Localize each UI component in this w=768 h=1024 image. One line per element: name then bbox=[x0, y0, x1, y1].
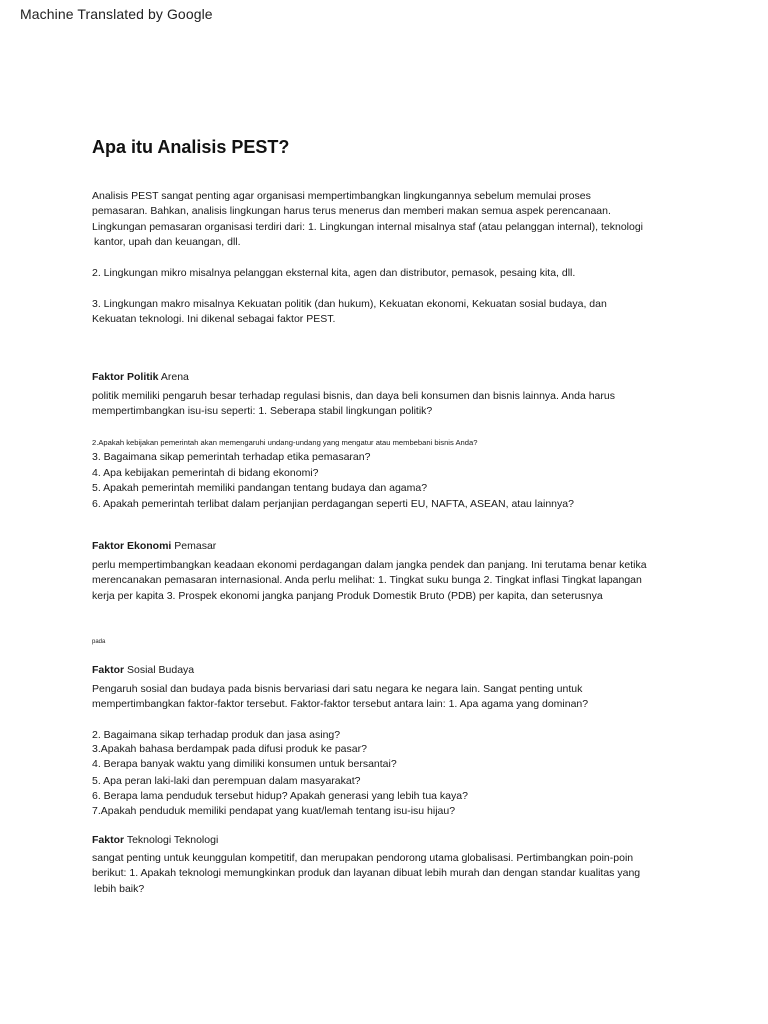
teknologi-line: berikut: 1. Apakah teknologi memungkinkan produk dan layanan dibuat lebih murah dan dengan standar kualitas yang bbox=[92, 867, 641, 880]
intro-line: Analisis PEST sangat penting agar organisasi mempertimbangkan lingkungannya sebelum memulai proses bbox=[92, 190, 591, 202]
heading-politik bbox=[92, 371, 189, 383]
sosial-line: Pengaruh sosial dan budaya pada bisnis bervariasi dari satu negara ke negara lain. Sangat penting untuk bbox=[92, 683, 583, 695]
point-2-text: 2. Lingkungan mikro misalnya pelanggan eksternal kita, agen dan distributor, pemasok, pesaing kita, dll. bbox=[92, 267, 576, 279]
list-item: 6. Apakah pemerintah terlibat dalam perjanjian perdagangan seperti EU, NAFTA, ASEAN, atau lainnya? bbox=[92, 497, 574, 510]
tiny-text: pada bbox=[92, 639, 106, 645]
intro-line: pemasaran. Bahkan, analisis lingkungan harus terus menerus dan memberi makan semua aspek perencanaan. bbox=[92, 205, 611, 218]
ekonomi-line: merencanakan pemasaran internasional. Anda perlu melihat: 1. Tingkat suku bunga 2. Tingkat inflasi Tingkat lapangan bbox=[92, 574, 642, 587]
ekonomi-body bbox=[92, 558, 647, 604]
heading-ekonomi-bold: Faktor Ekonomi bbox=[92, 540, 172, 552]
ekonomi-line: kerja per kapita 3. Prospek ekonomi jangka panjang Produk Domestik Bruto (PDB) per kapita, dan seterusnya bbox=[92, 589, 603, 602]
heading-teknologi-rest: Teknologi Teknologi bbox=[124, 834, 219, 846]
heading-sosial bbox=[92, 664, 194, 676]
politik-q2-text: 2.Apakah kebijakan pemerintah akan memengaruhi undang-undang yang mengatur atau membebani bisnis Anda? bbox=[92, 438, 478, 447]
intro-paragraph bbox=[92, 189, 643, 251]
sosial-list bbox=[92, 727, 468, 819]
list-item: 3.Apakah bahasa berdampak pada difusi produk ke pasar? bbox=[92, 743, 367, 755]
point-3-line: 3. Lingkungan makro misalnya Kekuatan politik (dan hukum), Kekuatan ekonomi, Kekuatan sosial budaya, dan bbox=[92, 298, 607, 310]
list-item: 7.Apakah penduduk memiliki pendapat yang kuat/lemah tentang isu-isu hijau? bbox=[92, 805, 456, 817]
ekonomi-line: perlu mempertimbangkan keadaan ekonomi perdagangan dalam jangka pendek dan panjang. Ini terutama benar ketika bbox=[92, 559, 647, 571]
politik-line: politik memiliki pengaruh besar terhadap regulasi bisnis, dan daya beli konsumen dan bisnis lainnya. Anda harus bbox=[92, 390, 615, 402]
politik-line: mempertimbangkan isu-isu seperti: 1. Seberapa stabil lingkungan politik? bbox=[92, 405, 433, 418]
translation-banner: Machine Translated by Google bbox=[20, 6, 213, 22]
list-item: 4. Apa kebijakan pemerintah di bidang ekonomi? bbox=[92, 466, 319, 479]
heading-ekonomi-rest: Pemasar bbox=[171, 540, 217, 552]
heading-ekonomi bbox=[92, 540, 216, 552]
teknologi-body bbox=[92, 851, 640, 897]
sosial-line: mempertimbangkan faktor-faktor tersebut. Faktor-faktor tersebut antara lain: 1. Apa agama yang dominan? bbox=[92, 698, 589, 711]
list-item: 6. Berapa lama penduduk tersebut hidup? Apakah generasi yang lebih tua kaya? bbox=[92, 790, 468, 802]
intro-line: kantor, upah dan keuangan, dll. bbox=[94, 236, 241, 249]
politik-body bbox=[92, 389, 615, 420]
heading-teknologi bbox=[92, 834, 218, 846]
page-title: Apa itu Analisis PEST? bbox=[92, 137, 290, 157]
sosial-body bbox=[92, 682, 588, 713]
heading-sosial-rest: Sosial Budaya bbox=[124, 664, 195, 676]
point-2 bbox=[92, 266, 575, 281]
list-item: 3. Bagaimana sikap pemerintah terhadap etika pemasaran? bbox=[92, 451, 371, 463]
list-item: 4. Berapa banyak waktu yang dimiliki konsumen untuk bersantai? bbox=[92, 758, 397, 770]
point-3-line: Kekuatan teknologi. Ini dikenal sebagai faktor PEST. bbox=[92, 313, 336, 326]
list-item: 5. Apa peran laki-laki dan perempuan dalam masyarakat? bbox=[92, 775, 361, 787]
politik-list bbox=[92, 450, 574, 512]
list-item: 5. Apakah pemerintah memiliki pandangan tentang budaya dan agama? bbox=[92, 482, 428, 495]
teknologi-line: lebih baik? bbox=[94, 882, 145, 895]
teknologi-line: sangat penting untuk keunggulan kompetitif, dan merupakan pendorong utama globalisasi. Pertimbangkan poin-poin bbox=[92, 852, 634, 864]
heading-politik-rest: Arena bbox=[158, 371, 189, 383]
heading-teknologi-bold: Faktor bbox=[92, 834, 125, 846]
point-3 bbox=[92, 297, 607, 328]
ekonomi-tiny-note bbox=[92, 635, 105, 650]
heading-politik-bold: Faktor Politik bbox=[92, 371, 159, 383]
list-item: 2. Bagaimana sikap terhadap produk dan jasa asing? bbox=[92, 729, 341, 741]
intro-line: Lingkungan pemasaran organisasi terdiri dari: 1. Lingkungan internal misalnya staf (atau pelanggan internal), teknologi bbox=[92, 220, 644, 233]
politik-q2 bbox=[92, 437, 477, 448]
heading-sosial-bold: Faktor bbox=[92, 664, 125, 676]
